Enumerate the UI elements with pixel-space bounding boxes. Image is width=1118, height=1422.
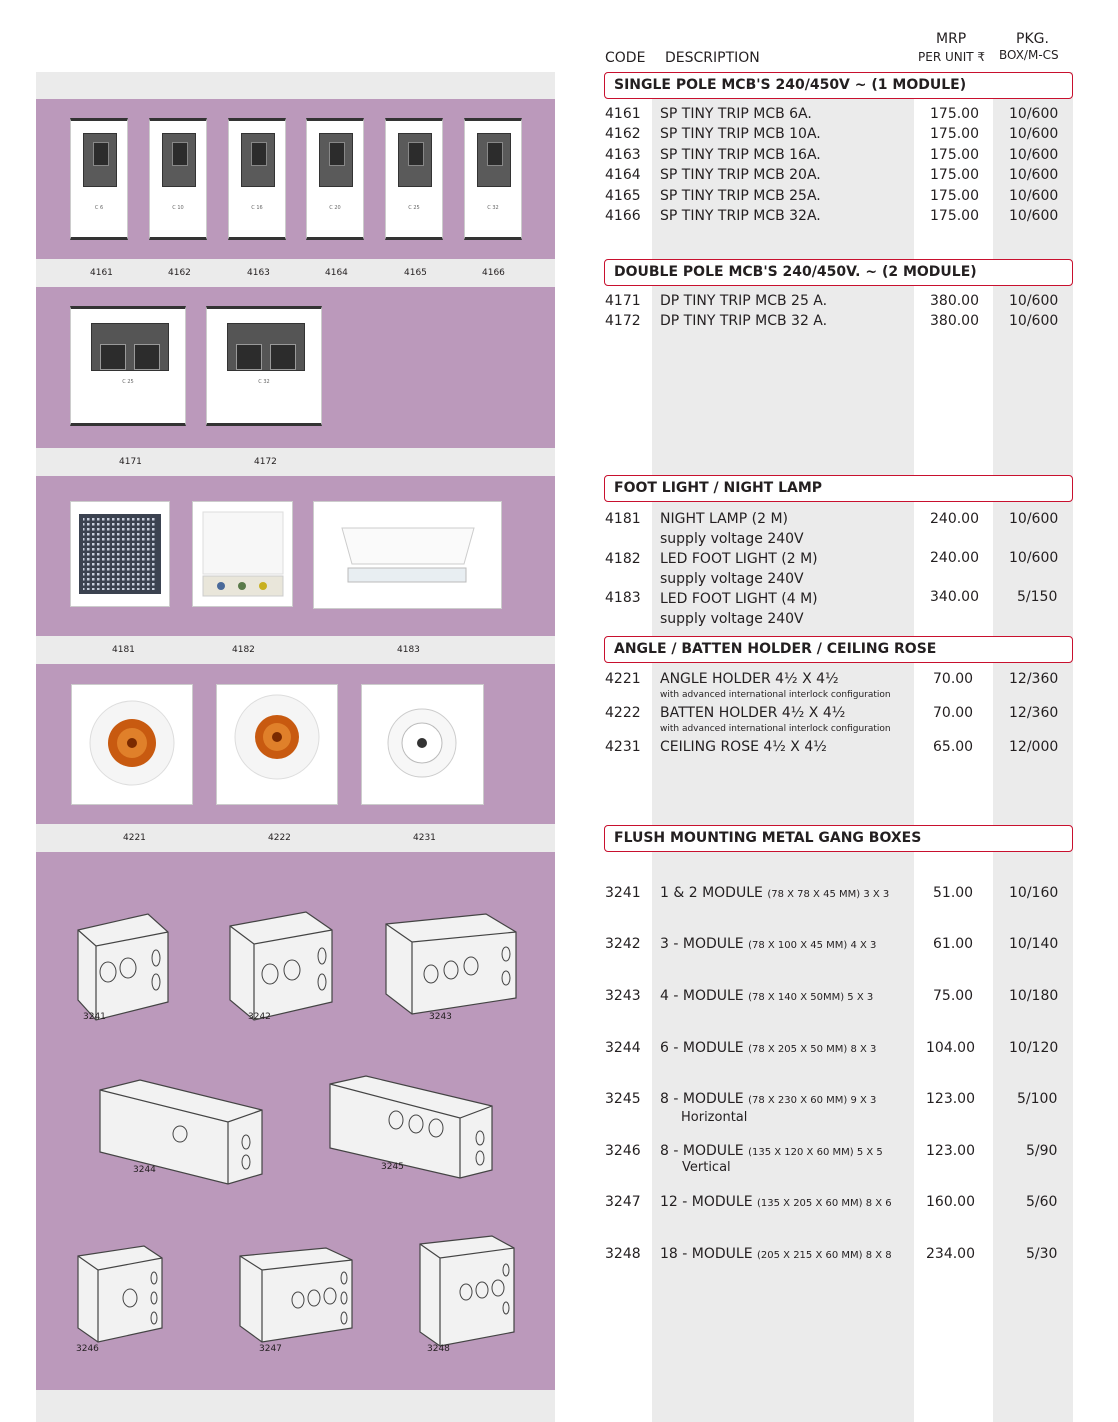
row-subtext: supply voltage 240V — [660, 571, 804, 587]
mcb-module-image — [149, 118, 207, 240]
row-dimensions: (78 X 140 X 50MM) 5 X 3 — [748, 992, 874, 1003]
row-description: DP TINY TRIP MCB 25 A. — [660, 293, 828, 309]
row-description — [660, 1194, 892, 1210]
row-subtext: Horizontal — [681, 1110, 748, 1125]
row-code: 4172 — [605, 313, 641, 329]
row-mrp: 104.00 — [926, 1040, 975, 1056]
row-pkg: 10/600 — [1009, 188, 1059, 204]
row-dimensions: (135 X 205 X 60 MM) 8 X 6 — [757, 1198, 892, 1209]
row-pkg: 5/30 — [1026, 1246, 1058, 1262]
dp-rating-label: C 32 — [258, 379, 270, 385]
row-code: 4166 — [605, 208, 641, 224]
row-code: 4164 — [605, 167, 641, 183]
metal-box-3248-image — [420, 1236, 514, 1346]
row-mrp: 175.00 — [930, 188, 979, 204]
row-description: SP TINY TRIP MCB 32A. — [660, 208, 821, 224]
row-description: ANGLE HOLDER 4½ X 4½ — [660, 671, 839, 687]
header-code: CODE — [605, 50, 646, 66]
header-pkg: PKG. — [1016, 31, 1049, 47]
row-description-text: 18 - MODULE — [660, 1246, 753, 1262]
image-code-label: 4183 — [397, 645, 420, 655]
image-code-label: 4164 — [325, 268, 348, 278]
row-mrp: 380.00 — [930, 293, 979, 309]
row-mrp: 240.00 — [930, 511, 979, 527]
row-mrp: 380.00 — [930, 313, 979, 329]
row-code: 4171 — [605, 293, 641, 309]
image-code-label: 4222 — [268, 833, 291, 843]
led-foot-light-2m-image — [192, 501, 293, 607]
section-header-single-pole: SINGLE POLE MCB'S 240/450V ~ (1 MODULE) — [604, 72, 1073, 99]
mcb-module-image — [385, 118, 443, 240]
image-code-label: 4221 — [123, 833, 146, 843]
ceiling-rose-drawing — [362, 685, 483, 804]
image-code-label: 3245 — [381, 1162, 404, 1172]
metal-box-3242-image — [230, 912, 332, 1020]
row-mrp: 123.00 — [926, 1143, 975, 1159]
row-pkg: 10/120 — [1009, 1040, 1059, 1056]
row-subtext: supply voltage 240V — [660, 531, 804, 547]
mcb-rating-label: C 32 — [487, 205, 499, 211]
row-code: 4221 — [605, 671, 641, 687]
image-code-label: 4172 — [254, 457, 277, 467]
row-mrp: 70.00 — [933, 705, 974, 721]
row-mrp: 65.00 — [933, 739, 974, 755]
metal-box-drawings — [36, 852, 555, 1390]
row-pkg: 12/360 — [1009, 705, 1059, 721]
row-code: 4161 — [605, 106, 641, 122]
image-code-label: 4161 — [90, 268, 113, 278]
row-subtext: Vertical — [682, 1160, 731, 1175]
image-code-label: 4182 — [232, 645, 255, 655]
row-pkg: 10/600 — [1009, 106, 1059, 122]
row-code: 4222 — [605, 705, 641, 721]
row-pkg: 10/140 — [1009, 936, 1059, 952]
row-description — [660, 936, 876, 952]
metal-box-3247-image — [240, 1248, 352, 1342]
image-code-label: 3241 — [83, 1012, 106, 1022]
metal-box-3246-image — [78, 1246, 162, 1342]
row-pkg: 10/600 — [1009, 511, 1059, 527]
row-description: NIGHT LAMP (2 M) — [660, 511, 789, 527]
mcb-module-image — [228, 118, 286, 240]
row-description: BATTEN HOLDER 4½ X 4½ — [660, 705, 846, 721]
row-pkg: 12/360 — [1009, 671, 1059, 687]
row-code: 3242 — [605, 936, 641, 952]
row-code: 3244 — [605, 1040, 641, 1056]
mcb-rating-label: C 16 — [251, 205, 263, 211]
row-description-text: 6 - MODULE — [660, 1040, 744, 1056]
row-description — [660, 1040, 876, 1056]
angle-holder-image — [71, 684, 193, 805]
row-description: CEILING ROSE 4½ X 4½ — [660, 739, 827, 755]
image-code-label: 3248 — [427, 1344, 450, 1354]
row-code: 4183 — [605, 590, 641, 606]
row-code: 3245 — [605, 1091, 641, 1107]
row-code: 3246 — [605, 1143, 641, 1159]
row-description-text: 12 - MODULE — [660, 1194, 753, 1210]
row-pkg: 10/600 — [1009, 293, 1059, 309]
batten-holder-image — [216, 684, 338, 805]
row-mrp: 340.00 — [930, 589, 979, 605]
row-description — [660, 988, 873, 1004]
led-foot-light-4m-image — [313, 501, 502, 609]
row-code: 3243 — [605, 988, 641, 1004]
image-code-label: 3242 — [248, 1012, 271, 1022]
image-code-label: 4231 — [413, 833, 436, 843]
night-lamp-image — [70, 501, 170, 607]
image-code-label: 4162 — [168, 268, 191, 278]
row-code: 4231 — [605, 739, 641, 755]
row-description-text: 1 & 2 MODULE — [660, 885, 763, 901]
row-description: SP TINY TRIP MCB 25A. — [660, 188, 821, 204]
image-code-label: 3243 — [429, 1012, 452, 1022]
row-description — [660, 1143, 883, 1159]
image-code-label: 4165 — [404, 268, 427, 278]
row-dimensions: (78 X 230 X 60 MM) 9 X 3 — [748, 1095, 877, 1106]
section-header-double-pole: DOUBLE POLE MCB'S 240/450V. ~ (2 MODULE) — [604, 259, 1073, 286]
row-description-text: 8 - MODULE — [660, 1091, 744, 1107]
row-mrp: 160.00 — [926, 1194, 975, 1210]
mcb-module-image — [464, 118, 522, 240]
image-code-label: 4181 — [112, 645, 135, 655]
row-pkg: 5/60 — [1026, 1194, 1058, 1210]
row-description: LED FOOT LIGHT (2 M) — [660, 551, 818, 567]
angle-holder-drawing — [72, 685, 192, 804]
row-code: 3247 — [605, 1194, 641, 1210]
row-mrp: 175.00 — [930, 147, 979, 163]
section-header-holders: ANGLE / BATTEN HOLDER / CEILING ROSE — [604, 636, 1073, 663]
row-pkg: 10/600 — [1009, 126, 1059, 142]
row-description: DP TINY TRIP MCB 32 A. — [660, 313, 828, 329]
image-code-label: 3246 — [76, 1344, 99, 1354]
header-description: DESCRIPTION — [665, 50, 760, 66]
row-mrp: 51.00 — [933, 885, 974, 901]
row-mrp: 175.00 — [930, 208, 979, 224]
dp-mcb-image — [70, 306, 186, 426]
row-dimensions: (135 X 120 X 60 MM) 5 X 5 — [748, 1147, 883, 1158]
metal-box-3241-image — [78, 914, 168, 1020]
row-description-text: 3 - MODULE — [660, 936, 744, 952]
mcb-rating-label: C 25 — [408, 205, 420, 211]
row-description: LED FOOT LIGHT (4 M) — [660, 591, 818, 607]
mcb-rating-label: C 20 — [329, 205, 341, 211]
mcb-rating-label: C 6 — [94, 205, 104, 211]
row-pkg: 10/600 — [1009, 167, 1059, 183]
dp-rating-label: C 25 — [122, 379, 134, 385]
section-header-foot-light: FOOT LIGHT / NIGHT LAMP — [604, 475, 1073, 502]
row-mrp: 61.00 — [933, 936, 974, 952]
row-pkg: 10/600 — [1009, 147, 1059, 163]
image-code-label: 4163 — [247, 268, 270, 278]
image-code-label: 3247 — [259, 1344, 282, 1354]
row-description-text: 8 - MODULE — [660, 1143, 744, 1159]
row-mrp: 70.00 — [933, 671, 974, 687]
row-description: SP TINY TRIP MCB 16A. — [660, 147, 821, 163]
row-description — [660, 1091, 876, 1107]
row-code: 4182 — [605, 551, 641, 567]
led-foot-light-drawing — [193, 502, 292, 606]
row-mrp: 234.00 — [926, 1246, 975, 1262]
row-pkg: 10/600 — [1009, 208, 1059, 224]
row-dimensions: (78 X 205 X 50 MM) 8 X 3 — [748, 1044, 877, 1055]
row-pkg: 5/90 — [1026, 1143, 1058, 1159]
image-code-label: 3244 — [133, 1165, 156, 1175]
header-mrp-unit: PER UNIT ₹ — [918, 50, 986, 64]
metal-box-3244-image — [100, 1080, 262, 1184]
header-mrp: MRP — [936, 31, 967, 47]
row-pkg: 10/600 — [1009, 313, 1059, 329]
row-code: 3241 — [605, 885, 641, 901]
mcb-module-image — [306, 118, 364, 240]
row-dimensions: (205 X 215 X 60 MM) 8 X 8 — [757, 1250, 892, 1261]
row-mrp: 175.00 — [930, 106, 979, 122]
row-pkg: 10/180 — [1009, 988, 1059, 1004]
night-lamp-drawing — [71, 502, 169, 606]
row-description — [660, 885, 889, 901]
row-code: 4162 — [605, 126, 641, 142]
row-mrp: 175.00 — [930, 126, 979, 142]
row-description: SP TINY TRIP MCB 20A. — [660, 167, 821, 183]
mcb-module-image — [70, 118, 128, 240]
section-header-metal-boxes: FLUSH MOUNTING METAL GANG BOXES — [604, 825, 1073, 852]
metal-box-3245-image — [330, 1076, 492, 1178]
batten-holder-drawing — [217, 685, 337, 804]
mcb-rating-label: C 10 — [172, 205, 184, 211]
row-description: SP TINY TRIP MCB 10A. — [660, 126, 821, 142]
row-subtext: with advanced international interlock configuration — [660, 724, 891, 734]
row-code: 4165 — [605, 188, 641, 204]
metal-box-3243-image — [386, 914, 516, 1014]
row-dimensions: (78 X 78 X 45 MM) 3 X 3 — [767, 889, 890, 900]
dp-mcb-image — [206, 306, 322, 426]
ceiling-rose-image — [361, 684, 484, 805]
row-mrp: 240.00 — [930, 550, 979, 566]
row-pkg: 12/000 — [1009, 739, 1059, 755]
row-subtext: with advanced international interlock configuration — [660, 690, 891, 700]
row-description: SP TINY TRIP MCB 6A. — [660, 106, 812, 122]
row-code: 4163 — [605, 147, 641, 163]
row-mrp: 175.00 — [930, 167, 979, 183]
row-code: 4181 — [605, 511, 641, 527]
row-mrp: 75.00 — [933, 988, 974, 1004]
row-pkg: 10/600 — [1009, 550, 1059, 566]
row-pkg: 10/160 — [1009, 885, 1059, 901]
row-code: 3248 — [605, 1246, 641, 1262]
row-mrp: 123.00 — [926, 1091, 975, 1107]
row-description-text: 4 - MODULE — [660, 988, 744, 1004]
led-foot-light-wide-drawing — [314, 502, 501, 608]
row-pkg: 5/100 — [1017, 1091, 1058, 1107]
row-dimensions: (78 X 100 X 45 MM) 4 X 3 — [748, 940, 877, 951]
image-code-label: 4171 — [119, 457, 142, 467]
image-code-label: 4166 — [482, 268, 505, 278]
row-pkg: 5/150 — [1017, 589, 1058, 605]
row-description — [660, 1246, 892, 1262]
row-subtext: supply voltage 240V — [660, 611, 804, 627]
header-pkg-unit: BOX/M-CS — [999, 48, 1059, 62]
